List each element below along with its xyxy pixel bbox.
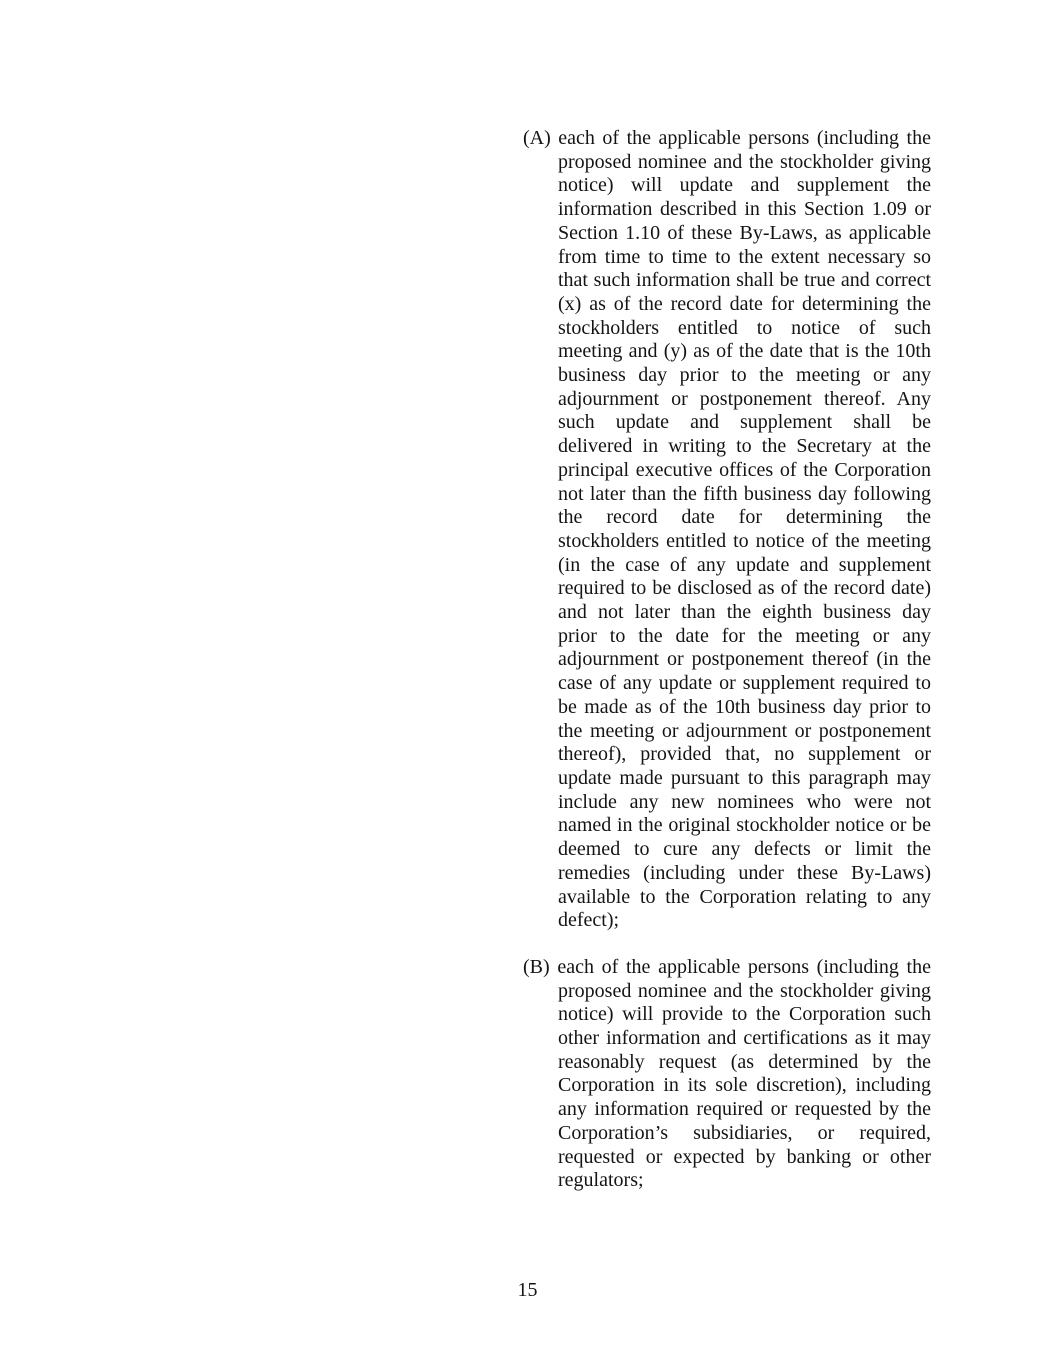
text-line: prior to the date for the meeting or any (558, 624, 931, 647)
text-line: stockholders entitled to notice of such (558, 316, 931, 339)
text-line: notice) will update and supplement the (558, 174, 931, 197)
text-line: adjournment or postponement thereof. Any (558, 387, 931, 410)
text-line (523, 127, 931, 151)
text-line: and not later than the eighth business day (558, 601, 931, 624)
text-line: remedies (including under these By-Laws) (558, 861, 931, 884)
text-line (523, 956, 931, 980)
text-line: the meeting or adjournment or postponement (558, 719, 931, 742)
text-line: available to the Corporation relating to any (558, 885, 931, 908)
text-line: Section 1.10 of these By-Laws, as applicable (558, 221, 931, 244)
text-line: business day prior to the meeting or any (558, 364, 931, 387)
paragraph-b (523, 956, 931, 1193)
list-marker: (A) (523, 127, 551, 149)
text-line: such update and supplement shall be (558, 411, 931, 434)
text-line: adjournment or postponement thereof (in the (558, 648, 931, 671)
text-line: that such information shall be true and correct (558, 269, 931, 292)
text-line: notice) will provide to the Corporation such (558, 1003, 931, 1026)
line-text: each of the applicable persons (including the (557, 955, 931, 978)
text-line: regulators; (558, 1169, 644, 1192)
text-line: (x) as of the record date for determining the (558, 292, 931, 315)
text-line: named in the original stockholder notice or be (558, 814, 931, 837)
text-line: thereof), provided that, no supplement or (558, 743, 931, 766)
text-line: stockholders entitled to notice of the meeting (558, 529, 931, 552)
text-line: requested or expected by banking or other (558, 1145, 931, 1168)
text-line: other information and certifications as it may (558, 1027, 931, 1050)
list-marker: (B) (523, 955, 550, 978)
paragraph-a (523, 127, 931, 933)
text-line: information described in this Section 1.09 or (558, 198, 931, 221)
text-line: any information required or requested by the (558, 1098, 931, 1121)
text-line: defect); (558, 909, 620, 932)
text-line: reasonably request (as determined by the (558, 1050, 931, 1073)
text-line: principal executive offices of the Corporation (558, 458, 931, 481)
text-line: Corporation in its sole discretion), including (558, 1074, 931, 1097)
line-text: each of the applicable persons (including the (558, 127, 931, 149)
text-line: update made pursuant to this paragraph may (558, 766, 931, 789)
text-line: proposed nominee and the stockholder giving (558, 979, 931, 1002)
text-line: (in the case of any update and supplement (558, 553, 931, 576)
text-line: deemed to cure any defects or limit the (558, 838, 931, 861)
text-line: proposed nominee and the stockholder giving (558, 150, 931, 173)
text-line: include any new nominees who were not (558, 790, 931, 813)
text-line: case of any update or supplement required to (558, 672, 931, 695)
text-line: meeting and (y) as of the date that is the 10th (558, 340, 931, 363)
page-number: 15 (517, 1279, 538, 1301)
text-line: required to be disclosed as of the record date) (558, 577, 931, 600)
text-line: be made as of the 10th business day prior to (558, 695, 931, 718)
paragraph-list (523, 127, 931, 1193)
text-line: not later than the fifth business day following (558, 482, 931, 505)
text-line: delivered in writing to the Secretary at the (558, 435, 931, 458)
text-line: from time to time to the extent necessary so (558, 245, 931, 268)
text-line: the record date for determining the (558, 506, 931, 529)
text-line: Corporation’s subsidiaries, or required, (558, 1121, 931, 1144)
body-text-block (523, 127, 931, 1193)
